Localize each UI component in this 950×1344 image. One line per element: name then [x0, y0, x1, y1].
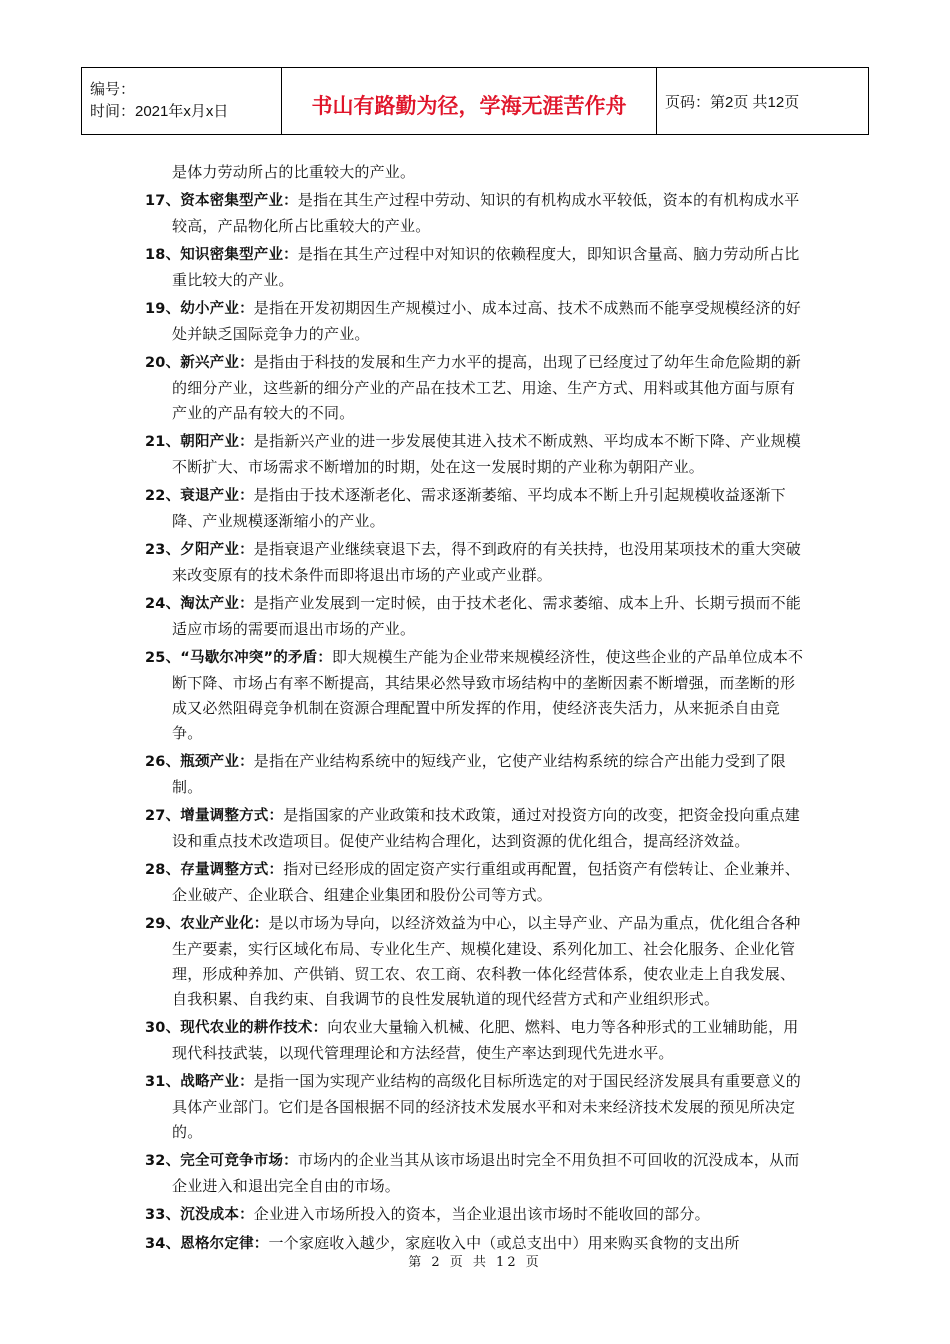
term-name: 资本密集型产业： — [180, 193, 298, 209]
term-heading — [145, 434, 254, 450]
document-body — [145, 160, 810, 1260]
term-heading — [145, 808, 283, 824]
term-name: 恩格尔定律： — [180, 1236, 269, 1252]
term-entry — [145, 645, 810, 746]
term-number: 19、 — [145, 301, 181, 317]
term-number: 25、 — [145, 650, 181, 666]
page-footer: 第 2 页 共 12 页 — [408, 1255, 542, 1270]
term-name: “马歇尔冲突”的矛盾： — [180, 650, 333, 666]
term-number: 28、 — [145, 862, 181, 878]
term-entry — [145, 296, 810, 347]
term-heading — [145, 754, 254, 770]
term-entry — [145, 242, 810, 293]
term-entry — [145, 857, 810, 908]
term-name: 增量调整方式： — [180, 808, 284, 824]
doc-number-label: 编号： — [90, 81, 136, 98]
term-definition: 是指衰退产业继续衰退下去，得不到政府的有关扶持，也没用某项技术的重大突破来改变原有的技术条件而即将退出市场的产业或产业群。 — [172, 540, 801, 584]
term-definition: 是以市场为导向，以经济效益为中心，以主导产业、产品为重点，优化组合各种生产要素，实行区域化布局、专业化生产、规模化建设、系列化加工、社会化服务、企业化管理，形成种养加、产供销、贸工农、农工商、农科教一体化经营体系，使农业走上自我发展、自我积累、自我约束、自我调节的良性发展轨道的现代经营方式和产业组织形式。 — [172, 914, 801, 1008]
term-entry — [145, 188, 810, 239]
term-heading — [145, 1153, 298, 1169]
term-name: 幼小产业： — [180, 301, 254, 317]
term-heading — [145, 193, 298, 209]
term-heading — [145, 1074, 254, 1090]
term-number: 22、 — [145, 488, 181, 504]
term-name: 存量调整方式： — [180, 862, 284, 878]
term-number: 21、 — [145, 434, 181, 450]
term-entry — [145, 350, 810, 426]
header-motto-cell — [282, 68, 657, 134]
term-number: 17、 — [145, 193, 181, 209]
doc-time-label: 时间：2021年x月x日 — [90, 103, 229, 120]
header-motto: 书山有路勤为径，学海无涯苦作舟 — [311, 94, 627, 118]
header-page-cell — [657, 68, 868, 134]
term-name: 沉没成本： — [180, 1207, 254, 1223]
term-definition: 是指由于技术逐渐老化、需求逐渐萎缩、平均成本不断上升引起规模收益逐渐下降、产业规模逐渐缩小的产业。 — [172, 486, 786, 530]
term-entry — [145, 429, 810, 480]
term-heading — [145, 301, 254, 317]
term-definition: 是指在其生产过程中劳动、知识的有机构成水平较低，资本的有机构成水平较高，产品物化所占比重较大的产业。 — [172, 191, 800, 235]
term-definition: 是指国家的产业政策和技术政策，通过对投资方向的改变，把资金投向重点建设和重点技术改造项目。促使产业结构合理化，达到资源的优化组合，提高经济效益。 — [172, 806, 800, 850]
term-entry — [145, 591, 810, 642]
term-entry — [145, 803, 810, 854]
term-number: 33、 — [145, 1207, 181, 1223]
term-heading — [145, 916, 268, 932]
term-entry — [145, 911, 810, 1012]
term-number: 24、 — [145, 596, 181, 612]
term-heading — [145, 650, 332, 666]
term-name: 淘汰产业： — [180, 596, 254, 612]
term-definition: 一个家庭收入越少，家庭收入中（或总支出中）用来购买食物的支出所 — [268, 1234, 740, 1252]
term-definition: 是指在开发初期因生产规模过小、成本过高、技术不成熟而不能享受规模经济的好处并缺乏国际竞争力的产业。 — [172, 299, 801, 343]
term-number: 32、 — [145, 1153, 181, 1169]
term-definition: 是指由于科技的发展和生产力水平的提高，出现了已经度过了幼年生命危险期的新的细分产业，这些新的细分产业的产品在技术工艺、用途、生产方式、用料或其他方面与原有产业的产品有较大的不同。 — [172, 353, 801, 422]
term-entry — [145, 1148, 810, 1199]
term-definition: 向农业大量输入机械、化肥、燃料、电力等各种形式的工业辅助能，用现代科技武装，以现代管理理论和方法经营，使生产率达到现代先进水平。 — [172, 1018, 799, 1062]
term-number: 27、 — [145, 808, 181, 824]
term-heading — [145, 488, 254, 504]
term-heading — [145, 1020, 327, 1036]
term-entry — [145, 1015, 810, 1066]
term-number: 29、 — [145, 916, 181, 932]
term-number: 34、 — [145, 1236, 181, 1252]
term-name: 衰退产业： — [180, 488, 254, 504]
continued-paragraph: 是体力劳动所占的比重较大的产业。 — [172, 163, 416, 181]
term-heading — [145, 542, 254, 558]
term-heading — [145, 862, 283, 878]
term-definition: 是指一国为实现产业结构的高级化目标所选定的对于国民经济发展具有重要意义的具体产业部门。它们是各国根据不同的经济技术发展水平和对未来经济技术发展的预见所决定的。 — [172, 1072, 801, 1141]
term-heading — [145, 1207, 254, 1223]
term-definition: 是指产业发展到一定时候，由于技术老化、需求萎缩、成本上升、长期亏损而不能适应市场的需要而退出市场的产业。 — [172, 594, 801, 638]
term-name: 现代农业的耕作技术： — [180, 1020, 328, 1036]
term-name: 知识密集型产业： — [180, 247, 298, 263]
header-page-label: 页码：第2页 共12页 — [665, 93, 800, 111]
term-definition: 是指在其生产过程中对知识的依赖程度大，即知识含量高、脑力劳动所占比重比较大的产业。 — [172, 245, 800, 289]
term-entry — [145, 749, 810, 800]
term-definition: 即大规模生产能为企业带来规模经济性，使这些企业的产品单位成本不断下降、市场占有率不断提高，其结果必然导致市场结构中的垄断因素不断增强，而垄断的形成又必然阻碍竞争机制在资源合理配置中所发挥的作用，使经济丧失活力，从来扼杀自由竞争。 — [172, 648, 804, 742]
term-name: 农业产业化： — [180, 916, 269, 932]
term-entry — [145, 1202, 810, 1228]
term-heading — [145, 1236, 268, 1252]
term-heading — [145, 355, 254, 371]
term-heading — [145, 596, 254, 612]
term-number: 23、 — [145, 542, 181, 558]
term-heading — [145, 247, 298, 263]
term-number: 30、 — [145, 1020, 181, 1036]
term-name: 战略产业： — [180, 1074, 254, 1090]
term-name: 瓶颈产业： — [180, 754, 254, 770]
term-name: 新兴产业： — [180, 355, 254, 371]
term-number: 31、 — [145, 1074, 181, 1090]
term-list — [145, 188, 810, 1257]
term-definition: 指对已经形成的固定资产实行重组或再配置，包括资产有偿转让、企业兼并、企业破产、企业联合、组建企业集团和股份公司等方式。 — [172, 860, 800, 904]
term-definition: 市场内的企业当其从该市场退出时完全不用负担不可回收的沉没成本，从而企业进入和退出完全自由的市场。 — [172, 1151, 800, 1195]
term-name: 朝阳产业： — [180, 434, 254, 450]
term-name: 夕阳产业： — [180, 542, 254, 558]
term-number: 18、 — [145, 247, 181, 263]
term-entry — [145, 537, 810, 588]
document-header — [81, 67, 869, 135]
header-meta — [82, 68, 282, 134]
term-definition: 是指新兴产业的进一步发展使其进入技术不断成熟、平均成本不断下降、产业规模不断扩大、市场需求不断增加的时期，处在这一发展时期的产业称为朝阳产业。 — [172, 432, 801, 476]
term-entry — [145, 483, 810, 534]
term-entry — [145, 1069, 810, 1145]
term-name: 完全可竞争市场： — [180, 1153, 298, 1169]
term-number: 20、 — [145, 355, 181, 371]
term-number: 26、 — [145, 754, 181, 770]
term-definition: 是指在产业结构系统中的短线产业，它使产业结构系统的综合产出能力受到了限制。 — [172, 752, 786, 796]
term-definition: 企业进入市场所投入的资本，当企业退出该市场时不能收回的部分。 — [253, 1205, 710, 1223]
